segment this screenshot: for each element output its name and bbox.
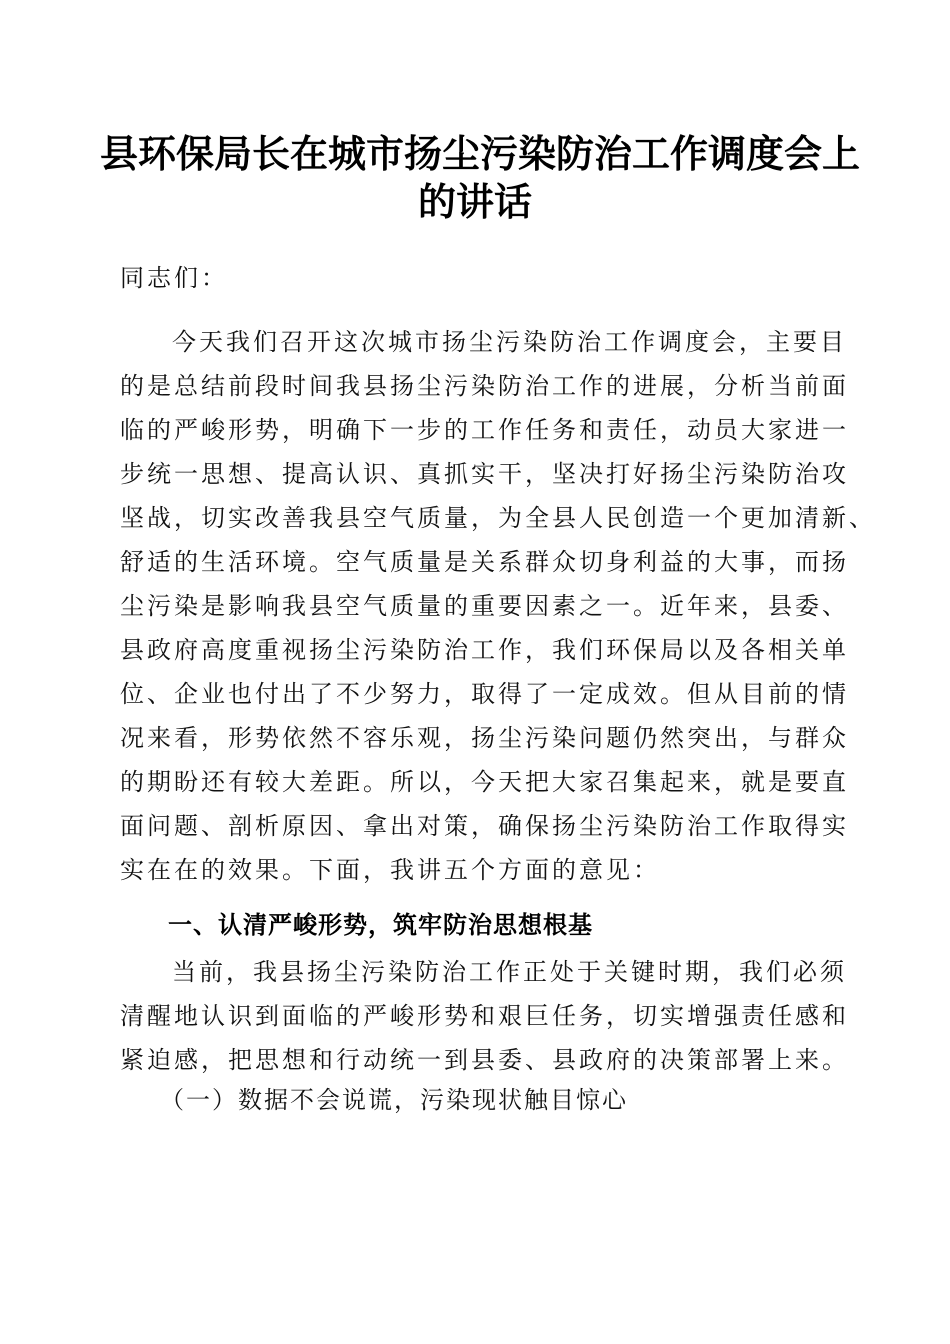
document-title [100,130,861,226]
paragraph-line: 清醒地认识到面临的严峻形势和艰巨任务，切实增强责任感和 [120,1002,849,1030]
paragraph-line: 紧迫感，把思想和行动统一到县委、县政府的决策部署上来。 [120,1046,849,1074]
paragraph-line: 今天我们召开这次城市扬尘污染防治工作调度会，主要目 [172,328,847,356]
paragraph-line: 步统一思想、提高认识、真抓实干，坚决打好扬尘污染防治攻 [120,460,849,488]
paragraph-line: 坚战，切实改善我县空气质量，为全县人民创造一个更加清新、 [120,504,876,532]
subsection-heading-1: （一）数据不会说谎，污染现状触目惊心 [160,1086,628,1114]
paragraph-section-1 [120,950,849,1082]
title-line: 的讲话 [417,179,532,224]
paragraph-line: 县政府高度重视扬尘污染防治工作，我们环保局以及各相关单 [120,636,849,664]
paragraph-line: 的是总结前段时间我县扬尘污染防治工作的进展，分析当前面 [120,372,849,400]
paragraph-line: 尘污染是影响我县空气质量的重要因素之一。近年来，县委、 [120,592,849,620]
paragraph-line: 的期盼还有较大差距。所以，今天把大家召集起来，就是要直 [120,768,849,796]
greeting [120,256,840,300]
section-heading-1: 一、认清严峻形势，筑牢防治思想根基 [168,911,593,939]
paragraph-line: 舒适的生活环境。空气质量是关系群众切身利益的大事，而扬 [120,548,849,576]
paragraph-line: 况来看，形势依然不容乐观，扬尘污染问题仍然突出，与群众 [120,724,849,752]
greeting-text: 同志们： [120,264,228,292]
paragraph-line: 位、企业也付出了不少努力，取得了一定成效。但从目前的情 [120,680,849,708]
paragraph-line: 面问题、剖析原因、拿出对策，确保扬尘污染防治工作取得实 [120,812,849,840]
paragraph-line: 临的严峻形势，明确下一步的工作任务和责任，动员大家进一 [120,416,849,444]
paragraph-line: 实在在的效果。下面，我讲五个方面的意见： [120,856,660,884]
title-line: 县环保局长在城市扬尘污染防治工作调度会上 [100,131,861,176]
paragraph-line: 当前，我县扬尘污染防治工作正处于关键时期，我们必须 [172,958,847,986]
paragraph-intro [120,320,876,892]
